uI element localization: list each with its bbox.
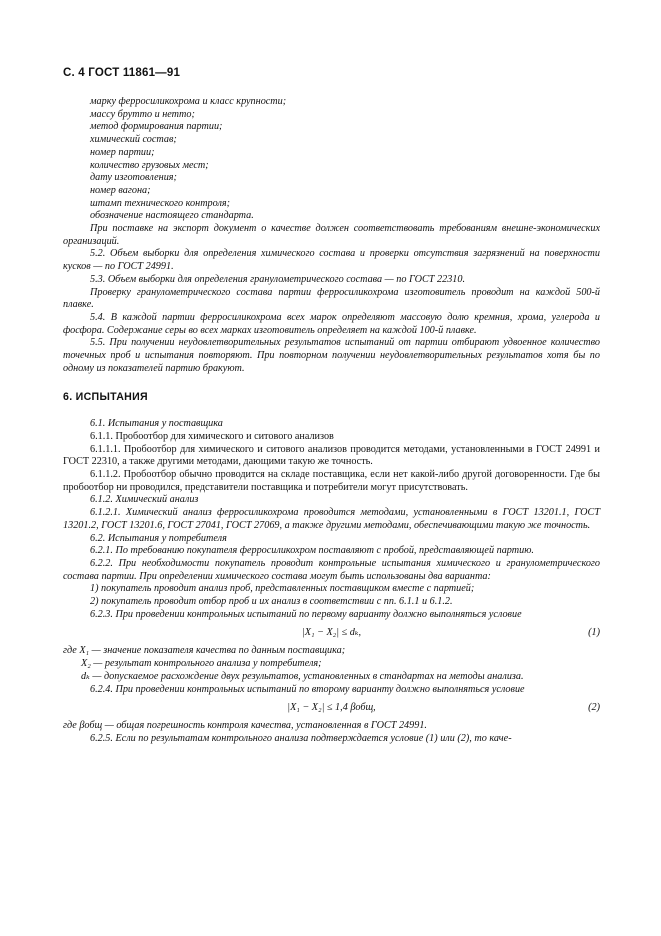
formula-1-number: (1)	[588, 627, 600, 639]
paragraph-6-2-5: 6.2.5. Если по результатам контрольного анализа подтверждается условие (1) или (2), то каче-	[90, 732, 512, 744]
list-item: химический состав;	[90, 134, 177, 146]
definition-item: X₂ — результат контрольного анализа у потребителя;	[81, 658, 322, 670]
page-header: С. 4 ГОСТ 11861—91	[63, 67, 181, 79]
paragraph-6-1-1-1: 6.1.1.1. Пробоотбор для химического и ситового анализов проводится методами, установленными в ГОСТ 24991 и ГОСТ 22310, а также другими методами, дающими такую же точность.	[63, 443, 600, 468]
formula-1	[63, 621, 600, 645]
list-item: номер партии;	[90, 146, 155, 158]
paragraph-6-2-3: 6.2.3. При проведении контрольных испытаний по первому варианту должно выполняться условие	[90, 608, 522, 620]
paragraph-6-1-1-2: 6.1.1.2. Пробоотбор обычно проводится на складе поставщика, если нет какой-либо другой договоренности. Где бы пробоотбор ни проводился, представители поставщика и потребители могут присутствовать.	[63, 468, 600, 493]
section-title: 6. ИСПЫТАНИЯ	[63, 391, 148, 404]
list-item: номер вагона;	[90, 184, 151, 196]
formula-1-expression: |X₁ − X₂| ≤ dₖ,	[301, 627, 362, 639]
paragraph-5-3: 5.3. Объем выборки для определения гранулометрического состава — по ГОСТ 22310.	[90, 273, 466, 285]
document-body	[63, 96, 600, 746]
formula-2	[63, 696, 600, 720]
paragraph-6-1-2-1: 6.1.2.1. Химический анализ ферросиликохрома проводится методами, установленными в ГОСТ 13201.1, ГОСТ 13201.2, ГОСТ 13201.6, ГОСТ 27041, ГОСТ 27069, а также другими методами, обеспечивающими такую же точность.	[63, 507, 600, 531]
paragraph-5-2: 5.2. Объем выборки для определения химического состава и проверки отсутствия загрязнений на поверхности кусков — по ГОСТ 24991.	[63, 248, 600, 273]
paragraph-5-4: 5.4. В каждой партии ферросиликохрома всех марок определяют массовую долю кремния, хрома, углерода и фосфора. Содержание серы во всех марках изготовитель определяет на каждой 100-й плавке.	[63, 311, 600, 336]
paragraph-export: При поставке на экспорт документ о качестве должен соответствовать требованиям внешне-экономических организаций.	[63, 223, 600, 247]
paragraph-5-5: 5.5. При получении неудовлетворительных результатов испытаний от партии отбирают удвоенное количество точечных проб и испытания повторяют. При повторном получении неудовлетворительных результатов хотя бы по одному из показателей партию бракуют.	[63, 337, 600, 374]
list-item: количество грузовых мест;	[90, 159, 209, 171]
list-item: обозначение настоящего стандарта.	[90, 210, 254, 222]
paragraph-6-1-1: 6.1.1. Пробоотбор для химического и ситового анализов	[90, 430, 334, 442]
list-item: марку ферросиликохрома и класс крупности;	[90, 96, 287, 107]
definition-item: dₖ — допускаемое расхождение двух результатов, установленных в стандартах на методы анализа.	[81, 670, 524, 682]
definition-item: где X₁ — значение показателя качества по данным поставщика;	[63, 645, 346, 657]
paragraph-6-1-2: 6.1.2. Химический анализ	[90, 494, 199, 506]
list-item: массу брутто и нетто;	[90, 108, 195, 120]
list-item: метод формирования партии;	[90, 121, 223, 133]
paragraph-6-2-2: 6.2.2. При необходимости покупатель проводит контрольные испытания химического и гранулометрического состава партии. При определении химического состава могут быть использованы два варианта:	[63, 557, 600, 582]
list-item: штамп технического контроля;	[90, 197, 231, 209]
paragraph-6-2-1: 6.2.1. По требованию покупателя ферросиликохром поставляют с пробой, представляющей партию.	[90, 545, 534, 557]
variant-item: 1) покупатель проводит анализ проб, представленных поставщиком вместе с партией;	[90, 583, 475, 595]
paragraph-6-2-4: 6.2.4. При проведении контрольных испытаний по второму варианту должно выполняться условие	[90, 683, 525, 695]
paragraph-6-1: 6.1. Испытания у поставщика	[90, 418, 223, 430]
variant-item: 2) покупатель проводит отбор проб и их анализ в соответствии с пп. 6.1.1 и 6.1.2.	[90, 596, 453, 608]
paragraph-5-3b: Проверку гранулометрического состава партии ферросиликохрома изготовитель проводит на каждой 500-й плавке.	[63, 286, 600, 311]
definition-item: где βобщ — общая погрешность контроля качества, установленная в ГОСТ 24991.	[63, 720, 427, 732]
list-item: дату изготовления;	[90, 172, 177, 184]
paragraph-6-2: 6.2. Испытания у потребителя	[90, 532, 227, 544]
formula-2-expression: |X₁ − X₂| ≤ 1,4 βобщ,	[287, 702, 376, 714]
formula-2-number: (2)	[588, 702, 600, 714]
